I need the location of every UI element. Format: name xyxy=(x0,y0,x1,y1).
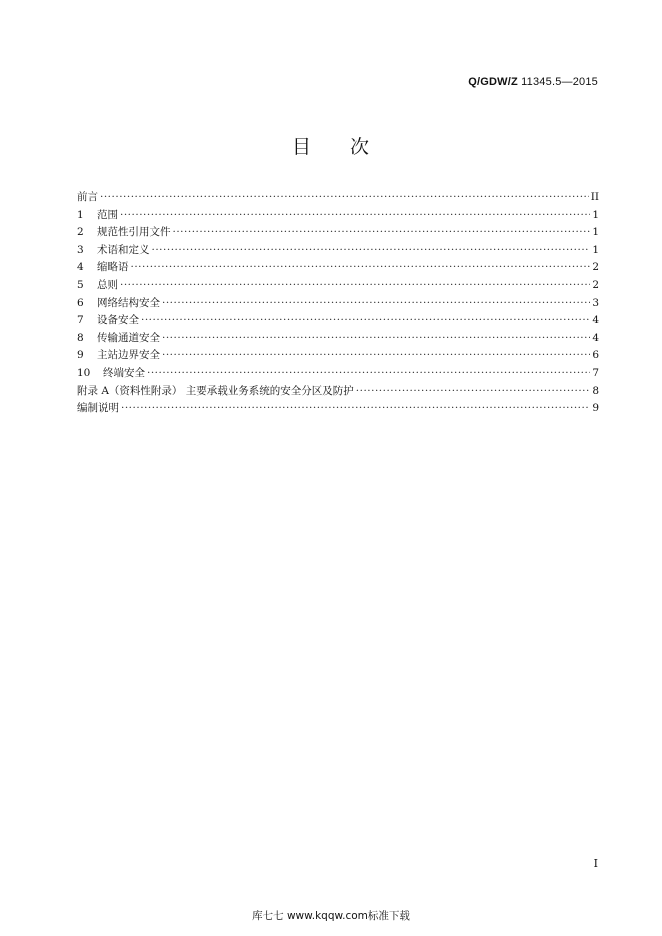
toc-item-text: 前言 xyxy=(77,191,98,203)
toc-item-page: 9 xyxy=(592,402,599,415)
toc-item-general-rules[interactable] xyxy=(77,277,599,295)
toc-list xyxy=(77,189,599,418)
toc-item-page: II xyxy=(590,191,599,203)
toc-item-number: 5 xyxy=(77,278,84,291)
toc-item-number: 10 xyxy=(77,366,91,379)
toc-leader-dots xyxy=(121,402,590,414)
toc-item-page: 1 xyxy=(592,243,599,256)
toc-title-right: 次 xyxy=(350,136,371,158)
toc-item-text: 设备安全 xyxy=(97,314,139,327)
toc-item-page: 6 xyxy=(592,349,599,362)
toc-item-number: 7 xyxy=(77,314,84,327)
footer-watermark-text: 库七七 www.kqqw.com标准下载 xyxy=(252,910,410,922)
toc-item-text: 传输通道安全 xyxy=(97,331,160,344)
toc-leader-dots xyxy=(173,226,591,238)
toc-item-page: 8 xyxy=(592,384,599,397)
page-number: I xyxy=(593,857,598,870)
toc-item-number: 8 xyxy=(77,331,84,344)
toc-leader-dots xyxy=(120,279,590,291)
toc-leader-dots xyxy=(152,244,591,256)
toc-leader-dots xyxy=(162,297,590,309)
toc-item-master-station-boundary-security[interactable] xyxy=(77,347,599,365)
toc-leader-dots xyxy=(100,191,589,203)
toc-leader-dots xyxy=(131,261,591,273)
toc-item-text: 总则 xyxy=(97,278,118,291)
toc-item-scope[interactable] xyxy=(77,207,599,225)
toc-item-number: 4 xyxy=(77,261,84,274)
standard-code-prefix: Q/GDW/Z xyxy=(468,76,518,88)
toc-item-equipment-security[interactable] xyxy=(77,312,599,330)
toc-item-appendix-a[interactable] xyxy=(77,383,599,401)
toc-item-page: 1 xyxy=(592,226,599,239)
toc-item-terminal-security[interactable] xyxy=(77,365,599,383)
toc-item-page: 2 xyxy=(592,261,599,274)
toc-item-text: 范围 xyxy=(97,208,118,221)
toc-leader-dots xyxy=(147,367,590,379)
toc-item-terms-definitions[interactable] xyxy=(77,242,599,260)
toc-item-transmission-channel-security[interactable] xyxy=(77,330,599,348)
toc-item-text: 终端安全 xyxy=(103,366,145,379)
toc-item-page: 1 xyxy=(592,208,599,221)
toc-leader-dots xyxy=(162,332,590,344)
standard-code xyxy=(468,76,598,88)
toc-leader-dots xyxy=(162,349,590,361)
toc-item-number: 6 xyxy=(77,296,84,309)
toc-leader-dots xyxy=(120,209,590,221)
toc-item-abbreviations[interactable] xyxy=(77,259,599,277)
toc-item-foreword[interactable] xyxy=(77,189,599,207)
toc-leader-dots xyxy=(141,314,590,326)
standard-code-number: 11345.5—2015 xyxy=(521,76,598,88)
toc-item-number: 2 xyxy=(77,226,84,239)
toc-item-page: 3 xyxy=(592,296,599,309)
toc-item-number: 1 xyxy=(77,208,84,221)
toc-item-page: 7 xyxy=(592,366,599,379)
toc-item-number: 3 xyxy=(77,243,84,256)
toc-item-network-structure-security[interactable] xyxy=(77,295,599,313)
toc-item-text: 规范性引用文件 xyxy=(97,226,171,239)
toc-item-text: 编制说明 xyxy=(77,402,119,415)
toc-item-normative-references[interactable] xyxy=(77,224,599,242)
toc-item-text: 主站边界安全 xyxy=(97,349,160,362)
toc-title-left: 目 xyxy=(291,136,312,158)
toc-title xyxy=(0,132,662,159)
toc-item-page: 2 xyxy=(592,278,599,291)
toc-item-text: 缩略语 xyxy=(97,261,129,274)
toc-item-page: 4 xyxy=(592,314,599,327)
toc-leader-dots xyxy=(356,385,591,397)
toc-item-text: 网络结构安全 xyxy=(97,296,160,309)
toc-item-text: 术语和定义 xyxy=(97,243,150,256)
toc-item-number: 9 xyxy=(77,349,84,362)
toc-item-compilation-notes[interactable] xyxy=(77,400,599,418)
toc-item-page: 4 xyxy=(592,331,599,344)
toc-item-text: 附录 A（资料性附录） 主要承载业务系统的安全分区及防护 xyxy=(77,384,354,397)
